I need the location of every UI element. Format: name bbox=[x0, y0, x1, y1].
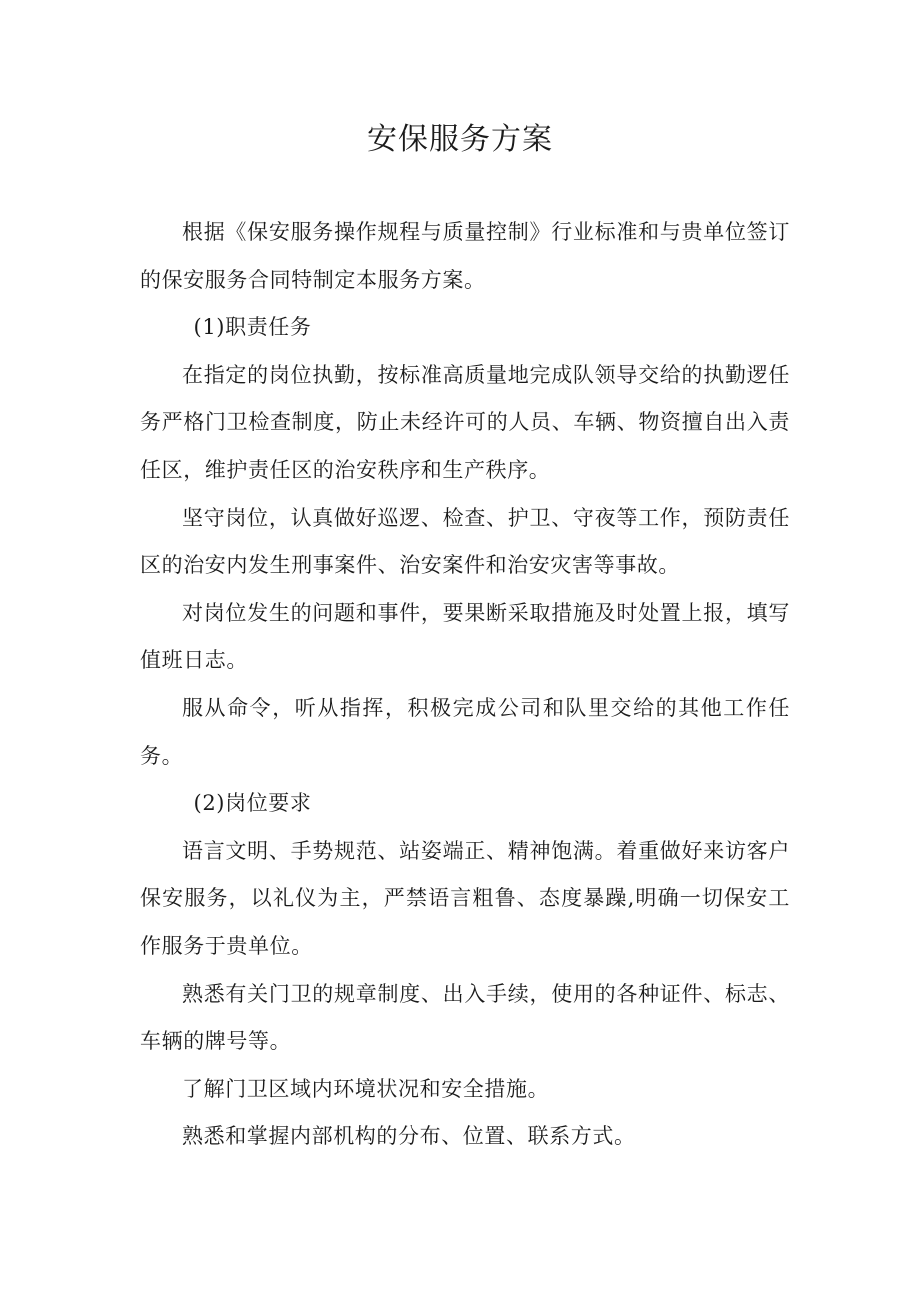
intro-paragraph: 根据《保安服务操作规程与质量控制》行业标准和与贵单位签订的保安服务合同特制定本服务方案。 bbox=[140, 220, 790, 292]
duties-paragraph: 服从命令，听从指挥，积极完成公司和队里交给的其他工作任务。 bbox=[140, 695, 790, 768]
requirements-paragraph: 了解门卫区域内环境状况和安全措施。 bbox=[182, 1076, 550, 1101]
requirements-paragraph: 熟悉有关门卫的规章制度、出入手续，使用的各种证件、标志、车辆的牌号等。 bbox=[140, 981, 790, 1054]
requirements-paragraph: 熟悉和掌握内部机构的分布、位置、联系方式。 bbox=[182, 1124, 636, 1149]
duties-paragraph: 坚守岗位，认真做好巡逻、检查、护卫、守夜等工作，预防责任区的治安内发生刑事案件、治安案件和治安灾害等事故。 bbox=[140, 505, 790, 578]
duties-paragraph: 在指定的岗位执勤，按标准高质量地完成队领导交给的执勤逻任务严格门卫检查制度，防止未经许可的人员、车辆、物资擅自出入责任区，维护责任区的治安秩序和生产秩序。 bbox=[140, 362, 790, 482]
duties-paragraph: 对岗位发生的问题和事件，要果断采取措施及时处置上报，填写值班日志。 bbox=[140, 600, 790, 673]
section-heading-duties: (1)职责任务 bbox=[193, 315, 312, 340]
document-title: 安保服务方案 bbox=[367, 122, 553, 157]
requirements-paragraph: 语言文明、手势规范、站姿端正、精神饱满。着重做好来访客户保安服务，以礼仪为主，严禁语言粗鲁、态度暴躁,明确一切保安工作服务于贵单位。 bbox=[140, 838, 790, 958]
section-heading-requirements: (2)岗位要求 bbox=[193, 791, 312, 816]
document-body bbox=[140, 209, 790, 1161]
